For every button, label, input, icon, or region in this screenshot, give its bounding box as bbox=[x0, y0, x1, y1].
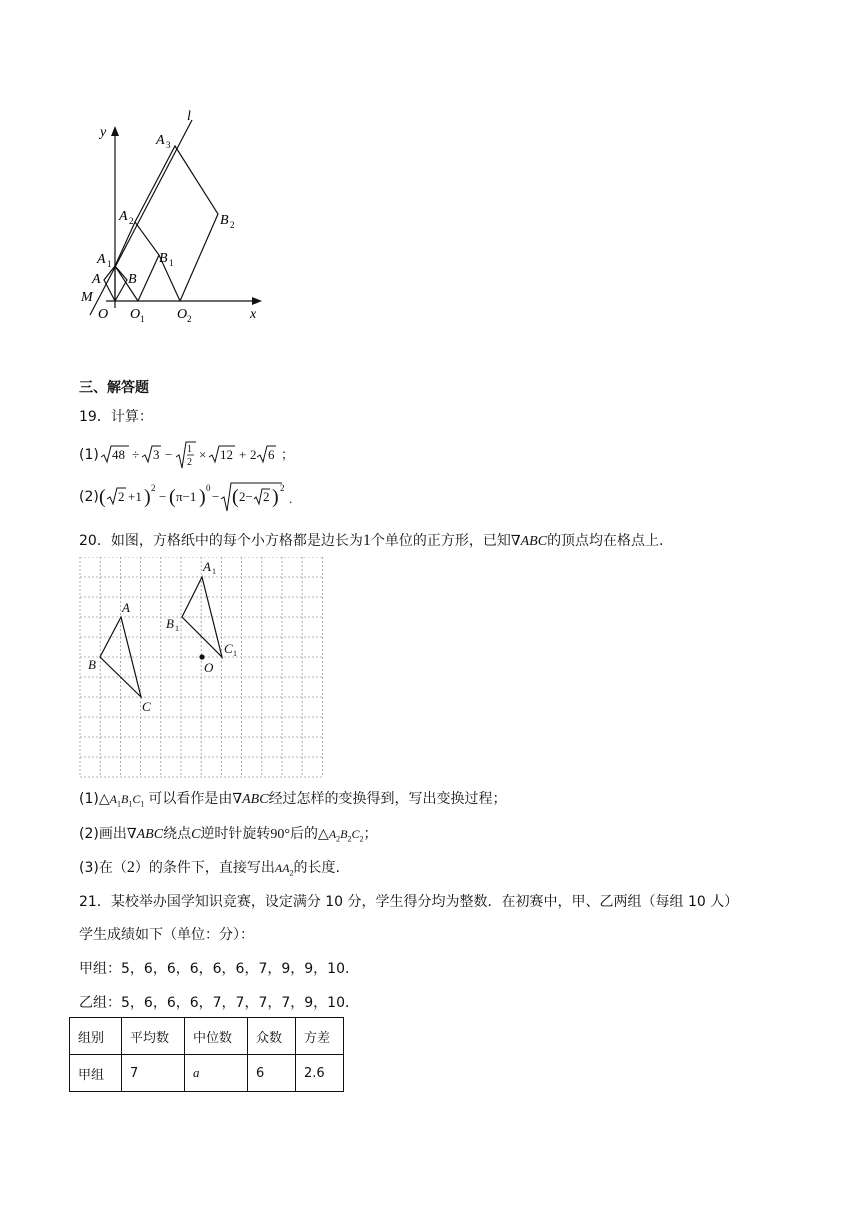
svg-text:+1: +1 bbox=[127, 489, 142, 504]
rhombus-3-base bbox=[138, 255, 159, 301]
label-B1: B bbox=[159, 251, 168, 266]
svg-text:2: 2 bbox=[117, 489, 125, 504]
svg-text:2: 2 bbox=[279, 483, 285, 493]
svg-text:): ) bbox=[143, 486, 151, 508]
table-header-cell: 平均数 bbox=[122, 1018, 185, 1055]
q20-p1-B: B bbox=[120, 792, 129, 806]
q20-p2-A: A bbox=[328, 827, 337, 841]
q20-p2-A-sub: 2 bbox=[336, 834, 341, 844]
table-header-cell: 方差 bbox=[296, 1018, 344, 1055]
q19-part2-expression bbox=[99, 480, 299, 514]
q20-part2-text-b: 绕点 bbox=[163, 826, 192, 842]
label-C1: C bbox=[224, 641, 233, 656]
label-O2-sub: 2 bbox=[187, 314, 192, 324]
q19-part1-expression bbox=[99, 440, 299, 470]
q20-p1-C: C bbox=[132, 792, 141, 806]
x-axis-arrow bbox=[252, 297, 262, 305]
q21-stem-line1: 21．某校举办国学知识竞赛，设定满分 10 分，学生得分均为整数．在初赛中，甲、乙两组（每组 10 人） bbox=[79, 894, 739, 910]
svg-text:(: ( bbox=[231, 486, 239, 508]
q19-part2 bbox=[79, 480, 299, 514]
q20-p2-B-sub: 2 bbox=[347, 834, 352, 844]
label-A1-sub: 1 bbox=[212, 567, 216, 576]
q20-p1-B-sub: 1 bbox=[128, 799, 133, 809]
q20-part2-text-c: 逆时针旋转 bbox=[200, 826, 271, 842]
svg-text:−: − bbox=[164, 447, 173, 462]
table-cell: 6 bbox=[248, 1055, 296, 1092]
label-A3: A bbox=[156, 133, 165, 148]
svg-text:6: 6 bbox=[267, 447, 275, 462]
svg-text:.: . bbox=[288, 491, 293, 506]
q20-part2-a2b2c2 bbox=[329, 827, 364, 843]
q19-stem: 19．计算： bbox=[79, 409, 153, 425]
q20-p3-A2: A bbox=[282, 861, 290, 875]
rhombus-4 bbox=[135, 146, 218, 301]
svg-text:): ) bbox=[198, 486, 206, 508]
svg-text:π−1: π−1 bbox=[175, 489, 197, 504]
q20-stem-triangle-symbol: ∇ bbox=[510, 534, 521, 549]
label-B1-sub: 1 bbox=[169, 258, 174, 268]
y-axis-arrow bbox=[111, 126, 119, 136]
section-title: 三、解答题 bbox=[79, 380, 149, 396]
svg-text:2−: 2− bbox=[238, 489, 253, 504]
svg-text:1: 1 bbox=[186, 444, 192, 455]
label-O1-sub: 1 bbox=[140, 314, 145, 324]
q20-part3-text-b: ）的条件下，直接写出 bbox=[134, 860, 275, 876]
table-cell: 7 bbox=[122, 1055, 185, 1092]
q20-part3-text-a: (3)在（ bbox=[79, 860, 127, 876]
svg-text:(: ( bbox=[98, 486, 106, 508]
svg-text:3: 3 bbox=[152, 447, 160, 462]
q20-part2-tri: ∇ bbox=[126, 827, 137, 842]
label-A: A bbox=[122, 600, 130, 615]
table-cell: 2.6 bbox=[296, 1055, 344, 1092]
q20-p3-A: A bbox=[274, 861, 283, 875]
label-B: B bbox=[88, 657, 96, 672]
q20-stem-number: 1 bbox=[362, 532, 371, 549]
q20-part3 bbox=[79, 857, 340, 877]
table-header-cell: 中位数 bbox=[185, 1018, 248, 1055]
q21-stem-line2: 学生成绩如下（单位：分）： bbox=[79, 927, 254, 943]
q20-part1-triangle-symbol: △ bbox=[98, 792, 110, 807]
table-header-row bbox=[70, 1018, 344, 1055]
q20-p1-A: A bbox=[109, 792, 117, 806]
q20-p1-A-sub: 1 bbox=[116, 799, 121, 809]
q20-part2-point-c: C bbox=[191, 827, 201, 842]
q20-part1 bbox=[79, 788, 507, 808]
table-header-cell: 众数 bbox=[248, 1018, 296, 1055]
table-header-cell: 组别 bbox=[70, 1018, 122, 1055]
svg-text:(: ( bbox=[168, 486, 176, 508]
q21-group-a-scores: 甲组：5，6，6，6，6，6，7，9，9，10． bbox=[79, 961, 359, 977]
label-O: O bbox=[98, 307, 109, 322]
q20-part1-text-c: 经过怎样的变换得到，写出变换过程； bbox=[268, 791, 507, 807]
q20-part2-text-d: 后的 bbox=[290, 826, 319, 842]
q20-stem bbox=[79, 530, 664, 550]
q20-part3-number: 2 bbox=[126, 859, 135, 876]
svg-text:÷: ÷ bbox=[131, 447, 139, 462]
svg-text:2: 2 bbox=[150, 483, 156, 493]
label-A2-sub: 2 bbox=[129, 216, 134, 226]
q20-grid-figure bbox=[79, 557, 327, 779]
q19-part1-prefix: (1) bbox=[79, 447, 99, 463]
grid-lines bbox=[80, 557, 322, 777]
label-A1: A bbox=[203, 559, 211, 574]
q20-part1-a1b1c1 bbox=[110, 792, 145, 808]
label-B2-sub: 2 bbox=[230, 220, 235, 230]
q20-stem-part-c: 的顶点均在格点上. bbox=[547, 533, 664, 549]
label-B2: B bbox=[220, 213, 229, 228]
label-O2: O bbox=[177, 307, 188, 322]
q20-p2-C-sub: 2 bbox=[359, 834, 364, 844]
svg-text:2: 2 bbox=[262, 489, 270, 504]
svg-text:−: − bbox=[211, 489, 220, 504]
q21-statistics-table bbox=[69, 1017, 344, 1092]
q20-part2-abc: ABC bbox=[136, 827, 164, 842]
table-cell: 甲组 bbox=[70, 1055, 122, 1092]
label-B1-sub: 1 bbox=[175, 624, 179, 633]
label-A2: A bbox=[119, 209, 128, 224]
label-x: x bbox=[250, 307, 257, 322]
label-l: l bbox=[187, 109, 191, 124]
q19-part1 bbox=[79, 440, 299, 470]
figure-rhombus-diagram bbox=[70, 108, 280, 328]
q20-part2 bbox=[79, 823, 378, 843]
q20-part1-tri2: ∇ bbox=[232, 792, 243, 807]
svg-text:；: ； bbox=[280, 447, 294, 462]
svg-text:0: 0 bbox=[205, 483, 211, 493]
label-M: M bbox=[81, 290, 93, 305]
label-O: O bbox=[204, 660, 214, 675]
point-o bbox=[199, 654, 204, 659]
q20-p2-C: C bbox=[351, 827, 360, 841]
q20-part2-degrees: 90° bbox=[270, 827, 291, 842]
label-C1-sub: 1 bbox=[233, 649, 237, 658]
q19-part2-prefix: (2) bbox=[79, 489, 99, 505]
label-y: y bbox=[100, 125, 107, 140]
q20-part2-tri-symbol: △ bbox=[318, 827, 329, 842]
q20-p3-A2-sub: 2 bbox=[289, 868, 294, 878]
q20-part3-aa2 bbox=[275, 861, 294, 877]
q20-part1-prefix: (1) bbox=[79, 791, 99, 807]
label-O1: O bbox=[130, 307, 141, 322]
q20-part1-abc: ABC bbox=[242, 792, 269, 807]
label-B: B bbox=[128, 272, 137, 287]
svg-text:+: + bbox=[238, 447, 247, 462]
q20-part3-text-c: 的长度. bbox=[293, 860, 340, 876]
svg-text:2: 2 bbox=[186, 457, 192, 468]
label-A: A bbox=[92, 272, 101, 287]
svg-text:12: 12 bbox=[219, 447, 233, 462]
q20-p2-B: B bbox=[340, 827, 348, 841]
q20-part2-text-a: (2)画出 bbox=[79, 826, 127, 842]
table-row bbox=[70, 1055, 344, 1092]
label-B1: B bbox=[166, 616, 174, 631]
q20-p1-C-sub: 1 bbox=[140, 799, 145, 809]
label-A1: A bbox=[97, 252, 106, 267]
label-A3-sub: 3 bbox=[166, 140, 171, 150]
q20-part1-text-b: 可以看作是由 bbox=[148, 791, 233, 807]
label-A1-sub: 1 bbox=[107, 259, 112, 269]
svg-text:): ) bbox=[271, 486, 279, 508]
q20-stem-abc: ABC bbox=[520, 534, 548, 549]
q20-stem-part-a: 20．如图，方格纸中的每个小方格都是边长为 bbox=[79, 533, 363, 549]
q20-stem-part-b: 个单位的正方形，已知 bbox=[370, 533, 511, 549]
svg-text:−: − bbox=[158, 489, 167, 504]
q21-group-b-scores: 乙组：5，6，6，6，7，7，7，7，9，10． bbox=[79, 995, 359, 1011]
svg-text:2: 2 bbox=[249, 447, 257, 462]
label-C: C bbox=[142, 699, 151, 714]
svg-text:×: × bbox=[198, 447, 207, 462]
svg-text:48: 48 bbox=[111, 447, 125, 462]
table-cell: a bbox=[185, 1055, 248, 1092]
q20-part2-text-e: ； bbox=[363, 826, 378, 842]
